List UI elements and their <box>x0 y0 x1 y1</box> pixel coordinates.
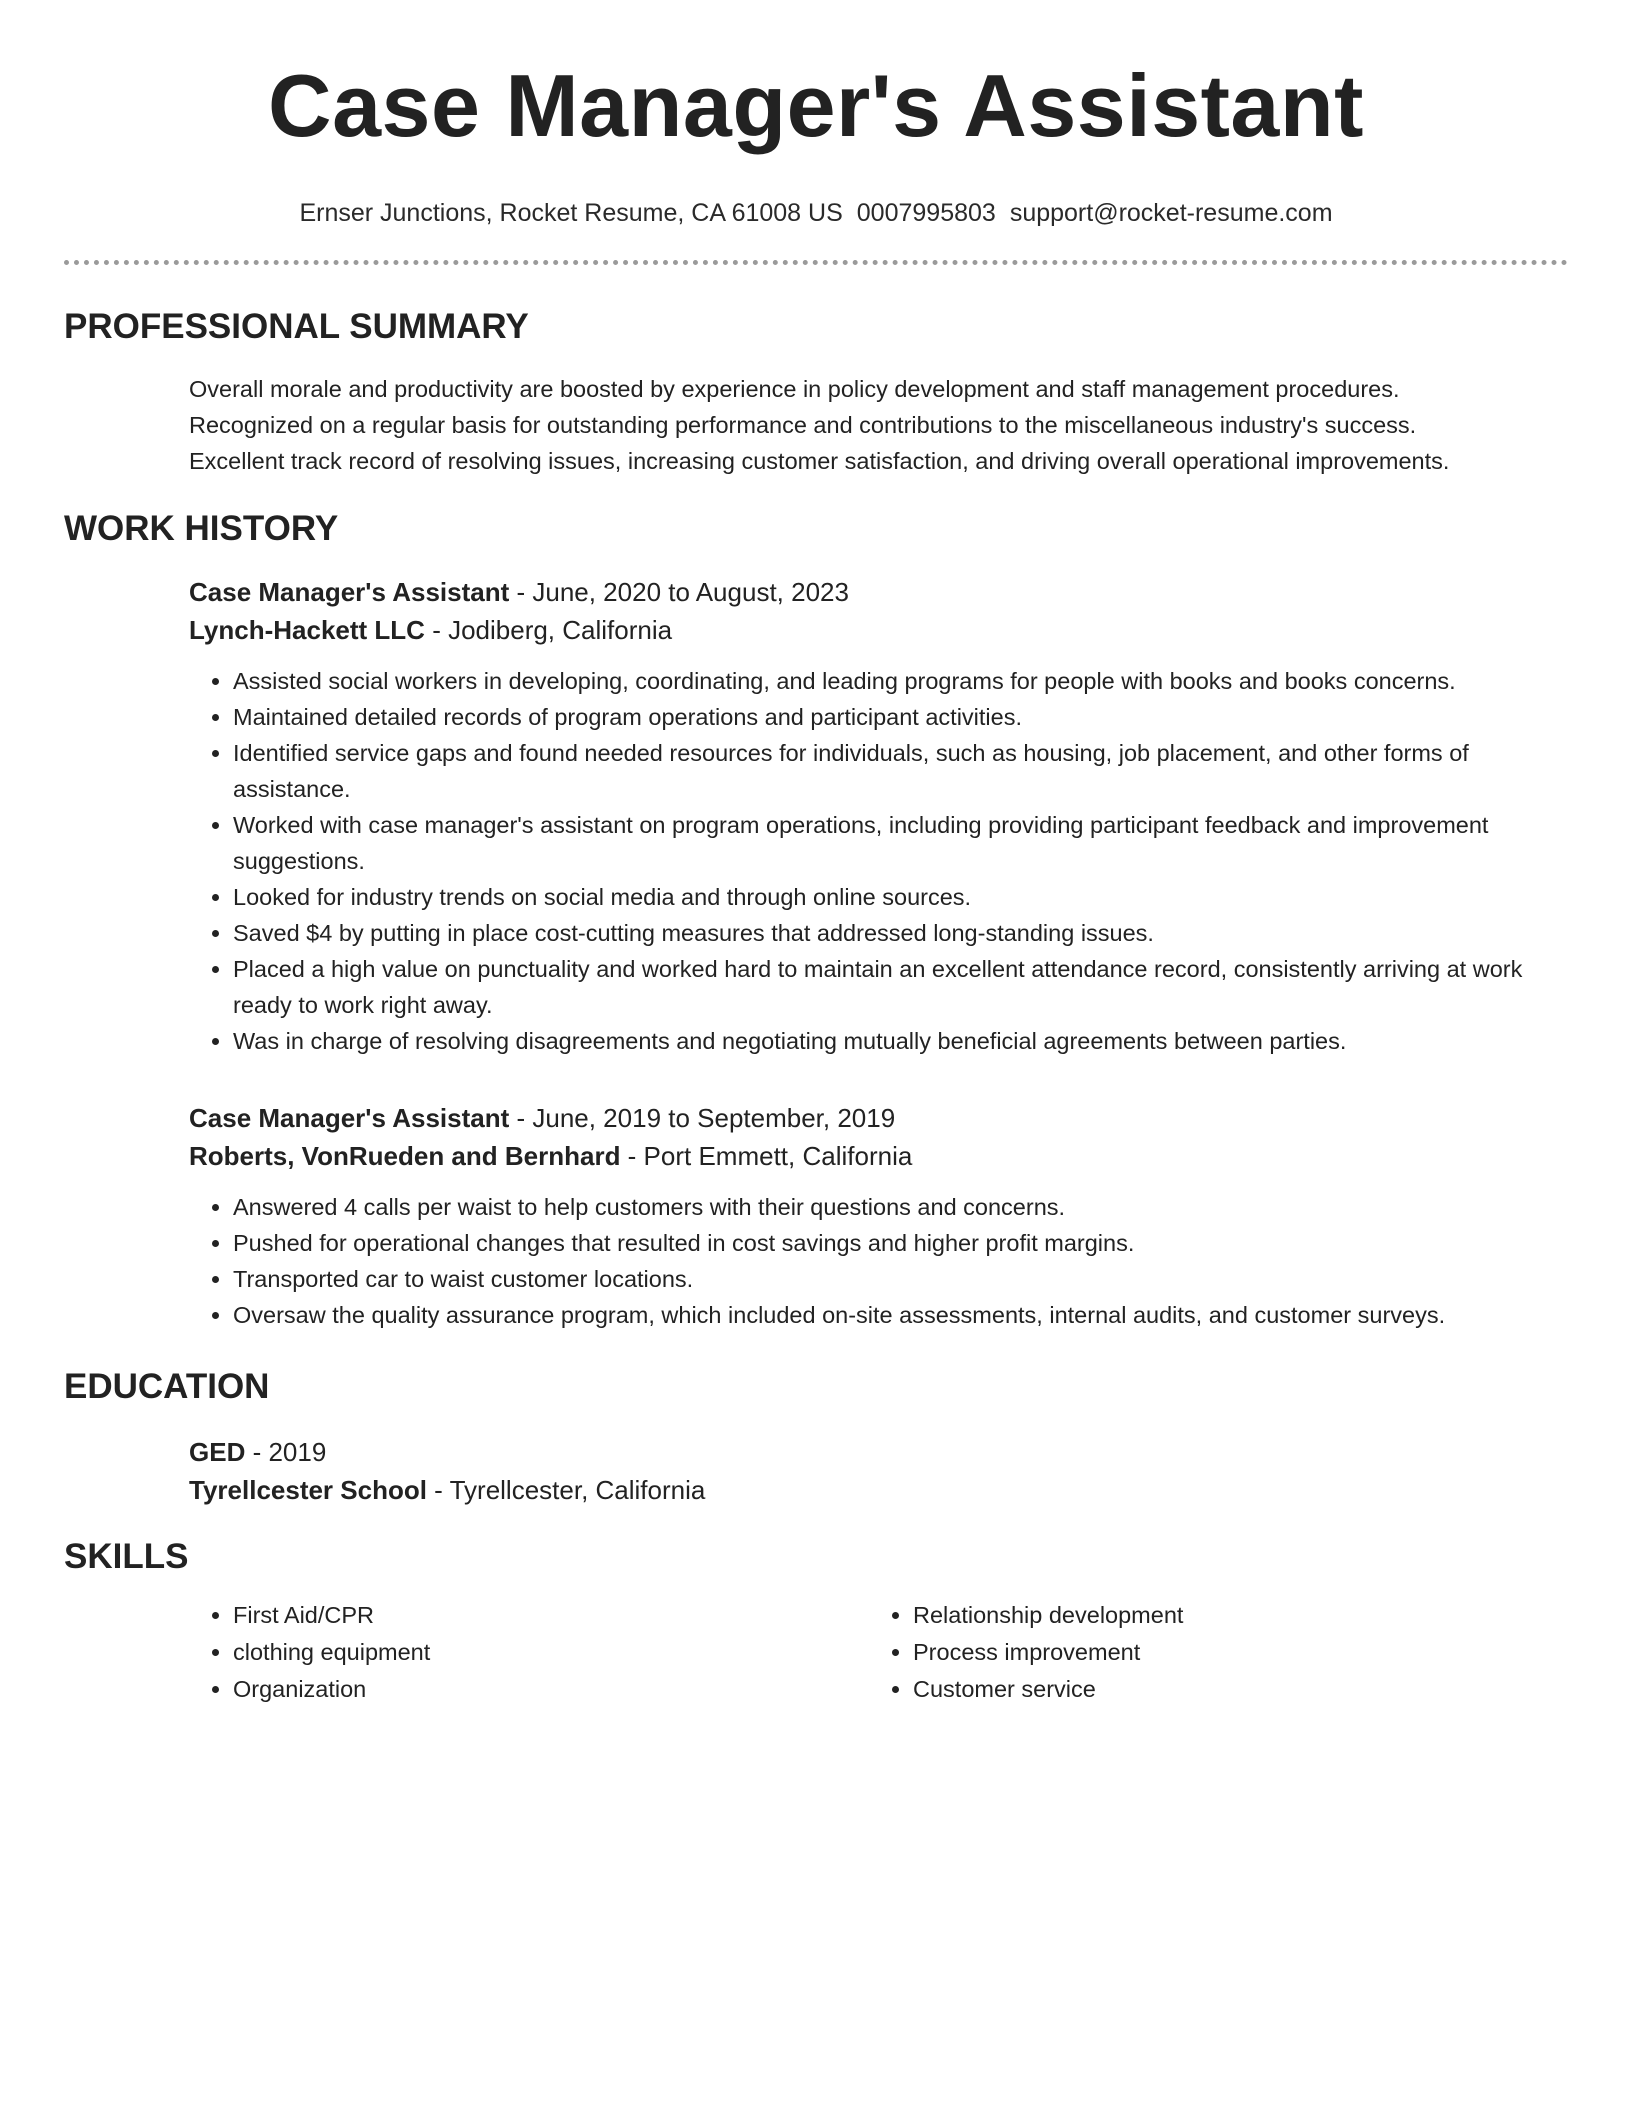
work-section <box>64 507 1568 1333</box>
job-location: - Jodiberg, California <box>424 615 673 645</box>
job-entry <box>189 1099 1568 1333</box>
job-role: Case Manager's Assistant <box>189 577 510 607</box>
contact-phone: 0007995803 <box>856 199 996 227</box>
job-company: Roberts, VonRueden and Bernhard <box>189 1141 621 1171</box>
skill-item: • clothing equipment <box>233 1634 869 1671</box>
skills-heading: SKILLS <box>64 1537 189 1576</box>
summary-text <box>189 371 1568 479</box>
skills-section <box>64 1535 1568 1708</box>
list-item: • Maintained detailed records of program operations and participant activities. <box>233 699 1568 735</box>
summary-heading: PROFESSIONAL SUMMARY <box>64 307 529 346</box>
contact-address: Ernser Junctions, Rocket Resume, CA 61008 US <box>299 199 843 227</box>
work-heading: WORK HISTORY <box>64 509 339 548</box>
education-school: Tyrellcester School <box>189 1475 427 1505</box>
job-title-line <box>189 1099 1568 1137</box>
list-item: • Looked for industry trends on social media and through online sources. <box>233 879 1568 915</box>
skills-column-right <box>869 1597 1549 1708</box>
education-school-line <box>189 1471 1568 1509</box>
education-section <box>64 1365 1568 1509</box>
job-role: Case Manager's Assistant <box>189 1103 510 1133</box>
list-item: • Oversaw the quality assurance program, which included on-site assessments, internal audits, and customer surveys. <box>233 1297 1568 1333</box>
education-heading: EDUCATION <box>64 1367 270 1406</box>
list-item: • Was in charge of resolving disagreements and negotiating mutually beneficial agreements between parties. <box>233 1023 1568 1059</box>
education-degree-line <box>189 1433 1568 1471</box>
job-entry <box>189 573 1568 1059</box>
list-item: • Saved $4 by putting in place cost-cutting measures that addressed long-standing issues. <box>233 915 1568 951</box>
education-location: - Tyrellcester, California <box>426 1475 706 1505</box>
skills-grid <box>189 1597 1568 1708</box>
skill-item: • Process improvement <box>913 1634 1549 1671</box>
skills-column-left <box>189 1597 869 1708</box>
list-item: • Pushed for operational changes that resulted in cost savings and higher profit margins. <box>233 1225 1568 1261</box>
list-item: • Worked with case manager's assistant on program operations, including providing participant feedback and improvement suggestions. <box>233 807 1568 879</box>
contact-line <box>64 196 1568 230</box>
job-bullets <box>189 1189 1568 1333</box>
list-item: • Answered 4 calls per waist to help customers with their questions and concerns. <box>233 1189 1568 1225</box>
job-dates: - June, 2019 to September, 2019 <box>509 1103 896 1133</box>
contact-email: support@rocket-resume.com <box>1009 199 1333 227</box>
education-entry <box>189 1433 1568 1509</box>
job-location: - Port Emmett, California <box>620 1141 913 1171</box>
job-dates: - June, 2020 to August, 2023 <box>509 577 849 607</box>
summary-line: Overall morale and productivity are boosted by experience in policy development and staff management procedures. <box>189 376 1400 402</box>
job-company: Lynch-Hackett LLC <box>189 615 425 645</box>
job-bullets <box>189 663 1568 1059</box>
summary-line: Excellent track record of resolving issues, increasing customer satisfaction, and driving overall operational improvements. <box>189 448 1450 474</box>
skill-item: • Organization <box>233 1671 869 1708</box>
education-degree: GED <box>189 1437 246 1467</box>
list-item: • Assisted social workers in developing, coordinating, and leading programs for people with books and books concerns. <box>233 663 1568 699</box>
list-item: • Placed a high value on punctuality and worked hard to maintain an excellent attendance record, consistently arriving at work ready to work right away. <box>233 951 1568 1023</box>
job-company-line <box>189 1137 1568 1175</box>
job-company-line <box>189 611 1568 649</box>
list-item: • Transported car to waist customer locations. <box>233 1261 1568 1297</box>
header-divider <box>64 260 1568 265</box>
skill-item: • Customer service <box>913 1671 1549 1708</box>
skill-item: • Relationship development <box>913 1597 1549 1634</box>
resume-name: Case Manager's Assistant <box>268 56 1364 155</box>
job-title-line <box>189 573 1568 611</box>
education-year: - 2019 <box>245 1437 327 1467</box>
skill-item: • First Aid/CPR <box>233 1597 869 1634</box>
summary-line: Recognized on a regular basis for outstanding performance and contributions to the miscellaneous industry's success. <box>189 412 1417 438</box>
list-item: • Identified service gaps and found needed resources for individuals, such as housing, job placement, and other forms of assistance. <box>233 735 1568 807</box>
summary-section <box>64 305 1568 479</box>
